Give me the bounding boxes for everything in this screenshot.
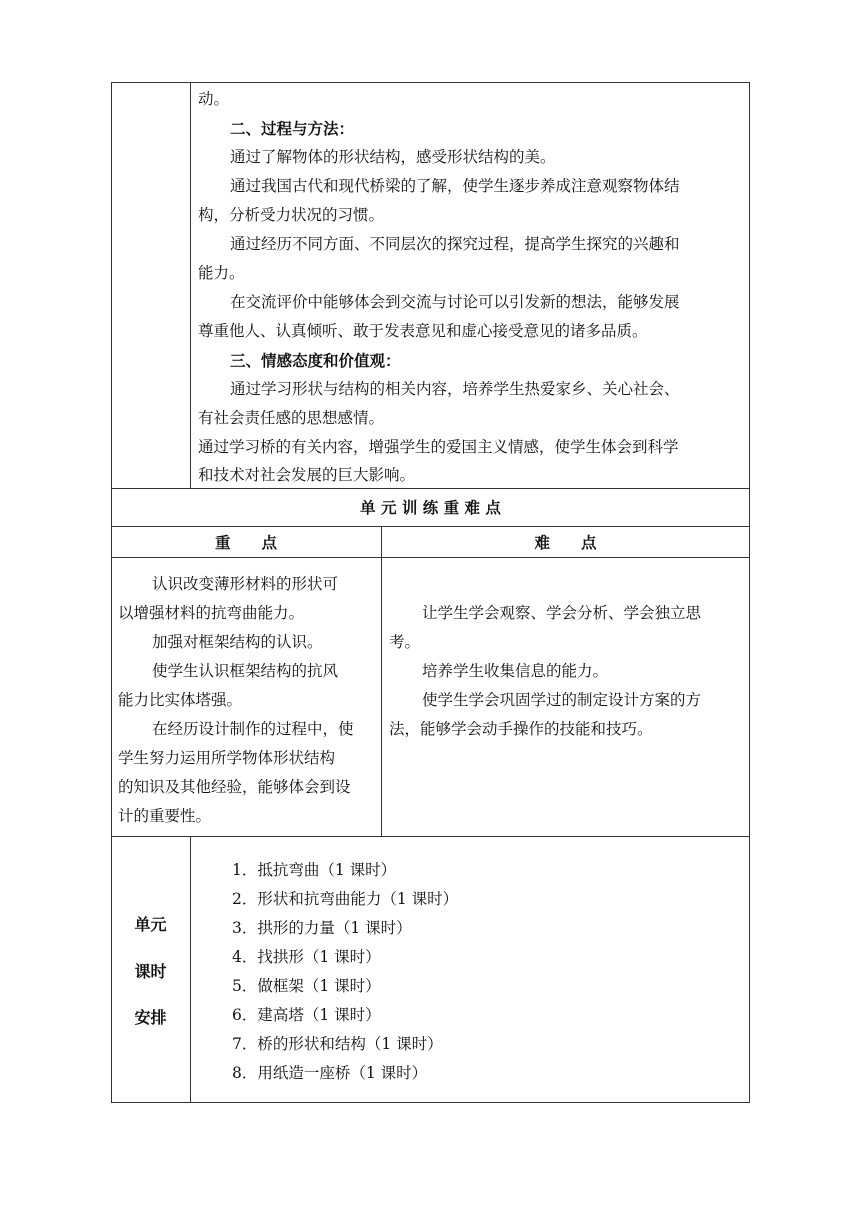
schedule-label-line-3: 安排 (134, 1008, 167, 1027)
attitude-paragraph-1-line-1: 通过学习形状与结构的相关内容，培养学生热爱家乡、关心社会、 (230, 380, 680, 398)
key-p4-line-2: 学生努力运用所学物体形状结构 (118, 749, 336, 767)
goals-continuation: 动。 (198, 90, 230, 108)
difficulties-section-title: 单 元 训 练 重 难 点 (360, 498, 501, 517)
schedule-item: 5．做框架（1 课时） (232, 977, 381, 995)
process-paragraph-3-line-2: 能力。 (198, 264, 245, 282)
key-p2: 加强对框架结构的认识。 (152, 633, 323, 651)
hard-p2: 培养学生收集信息的能力。 (422, 662, 609, 680)
key-hard-divider (381, 526, 382, 836)
attitude-paragraph-1-line-2: 有社会责任感的思想感情。 (198, 409, 385, 427)
key-p4-line-3: 的知识及其他经验，能够体会到设 (118, 778, 351, 796)
attitude-paragraph-2-line-1: 通过学习桥的有关内容，增强学生的爱国主义情感，使学生体会到科学 (198, 438, 679, 456)
process-paragraph-2-line-1: 通过我国古代和现代桥梁的了解，使学生逐步养成注意观察物体结 (230, 177, 680, 195)
hard-p3-line-2: 法，能够学会动手操作的技能和技巧。 (389, 720, 653, 738)
schedule-label-line-2: 课时 (134, 962, 167, 981)
schedule-item: 8．用纸造一座桥（1 课时） (232, 1064, 428, 1082)
schedule-item: 1．抵抗弯曲（1 课时） (232, 861, 397, 879)
key-p1-line-1: 认识改变薄形材料的形状可 (152, 575, 339, 593)
hard-points-header: 难 点 (534, 533, 597, 552)
divider-section-title-bottom (111, 526, 750, 527)
attitude-heading: 三、情感态度和价值观： (230, 351, 401, 370)
process-paragraph-4-line-2: 尊重他人、认真倾听、敢于发表意见和虚心接受意见的诸多品质。 (198, 322, 648, 340)
key-p4-line-1: 在经历设计制作的过程中，使 (152, 720, 354, 738)
process-paragraph-3-line-1: 通过经历不同方面、不同层次的探究过程，提高学生探究的兴趣和 (230, 235, 680, 253)
process-paragraph-1: 通过了解物体的形状结构，感受形状结构的美。 (230, 148, 556, 166)
goals-column-divider (190, 82, 191, 488)
divider-difficulties-bottom (111, 836, 750, 837)
hard-p1-line-2: 考。 (389, 633, 421, 651)
divider-headers-bottom (111, 557, 750, 558)
key-p3-line-2: 能力比实体塔强。 (118, 691, 243, 709)
schedule-item: 3．拱形的力量（1 课时） (232, 919, 412, 937)
process-paragraph-4-line-1: 在交流评价中能够体会到交流与讨论可以引发新的想法，能够发展 (230, 293, 680, 311)
schedule-column-divider (190, 836, 191, 1103)
key-p4-line-4: 计的重要性。 (118, 807, 212, 825)
hard-p3-line-1: 使学生学会巩固学过的制定设计方案的方 (422, 691, 702, 709)
attitude-paragraph-2-line-2: 和技术对社会发展的巨大影响。 (198, 466, 416, 484)
process-paragraph-2-line-2: 构，分析受力状况的习惯。 (198, 206, 385, 224)
hard-p1-line-1: 让学生学会观察、学会分析、学会独立思 (422, 604, 702, 622)
key-p3-line-1: 使学生认识框架结构的抗风 (152, 662, 339, 680)
schedule-item: 7．桥的形状和结构（1 课时） (232, 1035, 443, 1053)
schedule-item: 2．形状和抗弯曲能力（1 课时） (232, 890, 459, 908)
schedule-item: 6．建高塔（1 课时） (232, 1006, 381, 1024)
process-heading: 二、过程与方法： (230, 119, 355, 138)
key-points-header: 重 点 (214, 533, 277, 552)
schedule-item: 4．找拱形（1 课时） (232, 948, 381, 966)
schedule-label-line-1: 单元 (134, 915, 167, 934)
key-p1-line-2: 以增强材料的抗弯曲能力。 (118, 604, 305, 622)
